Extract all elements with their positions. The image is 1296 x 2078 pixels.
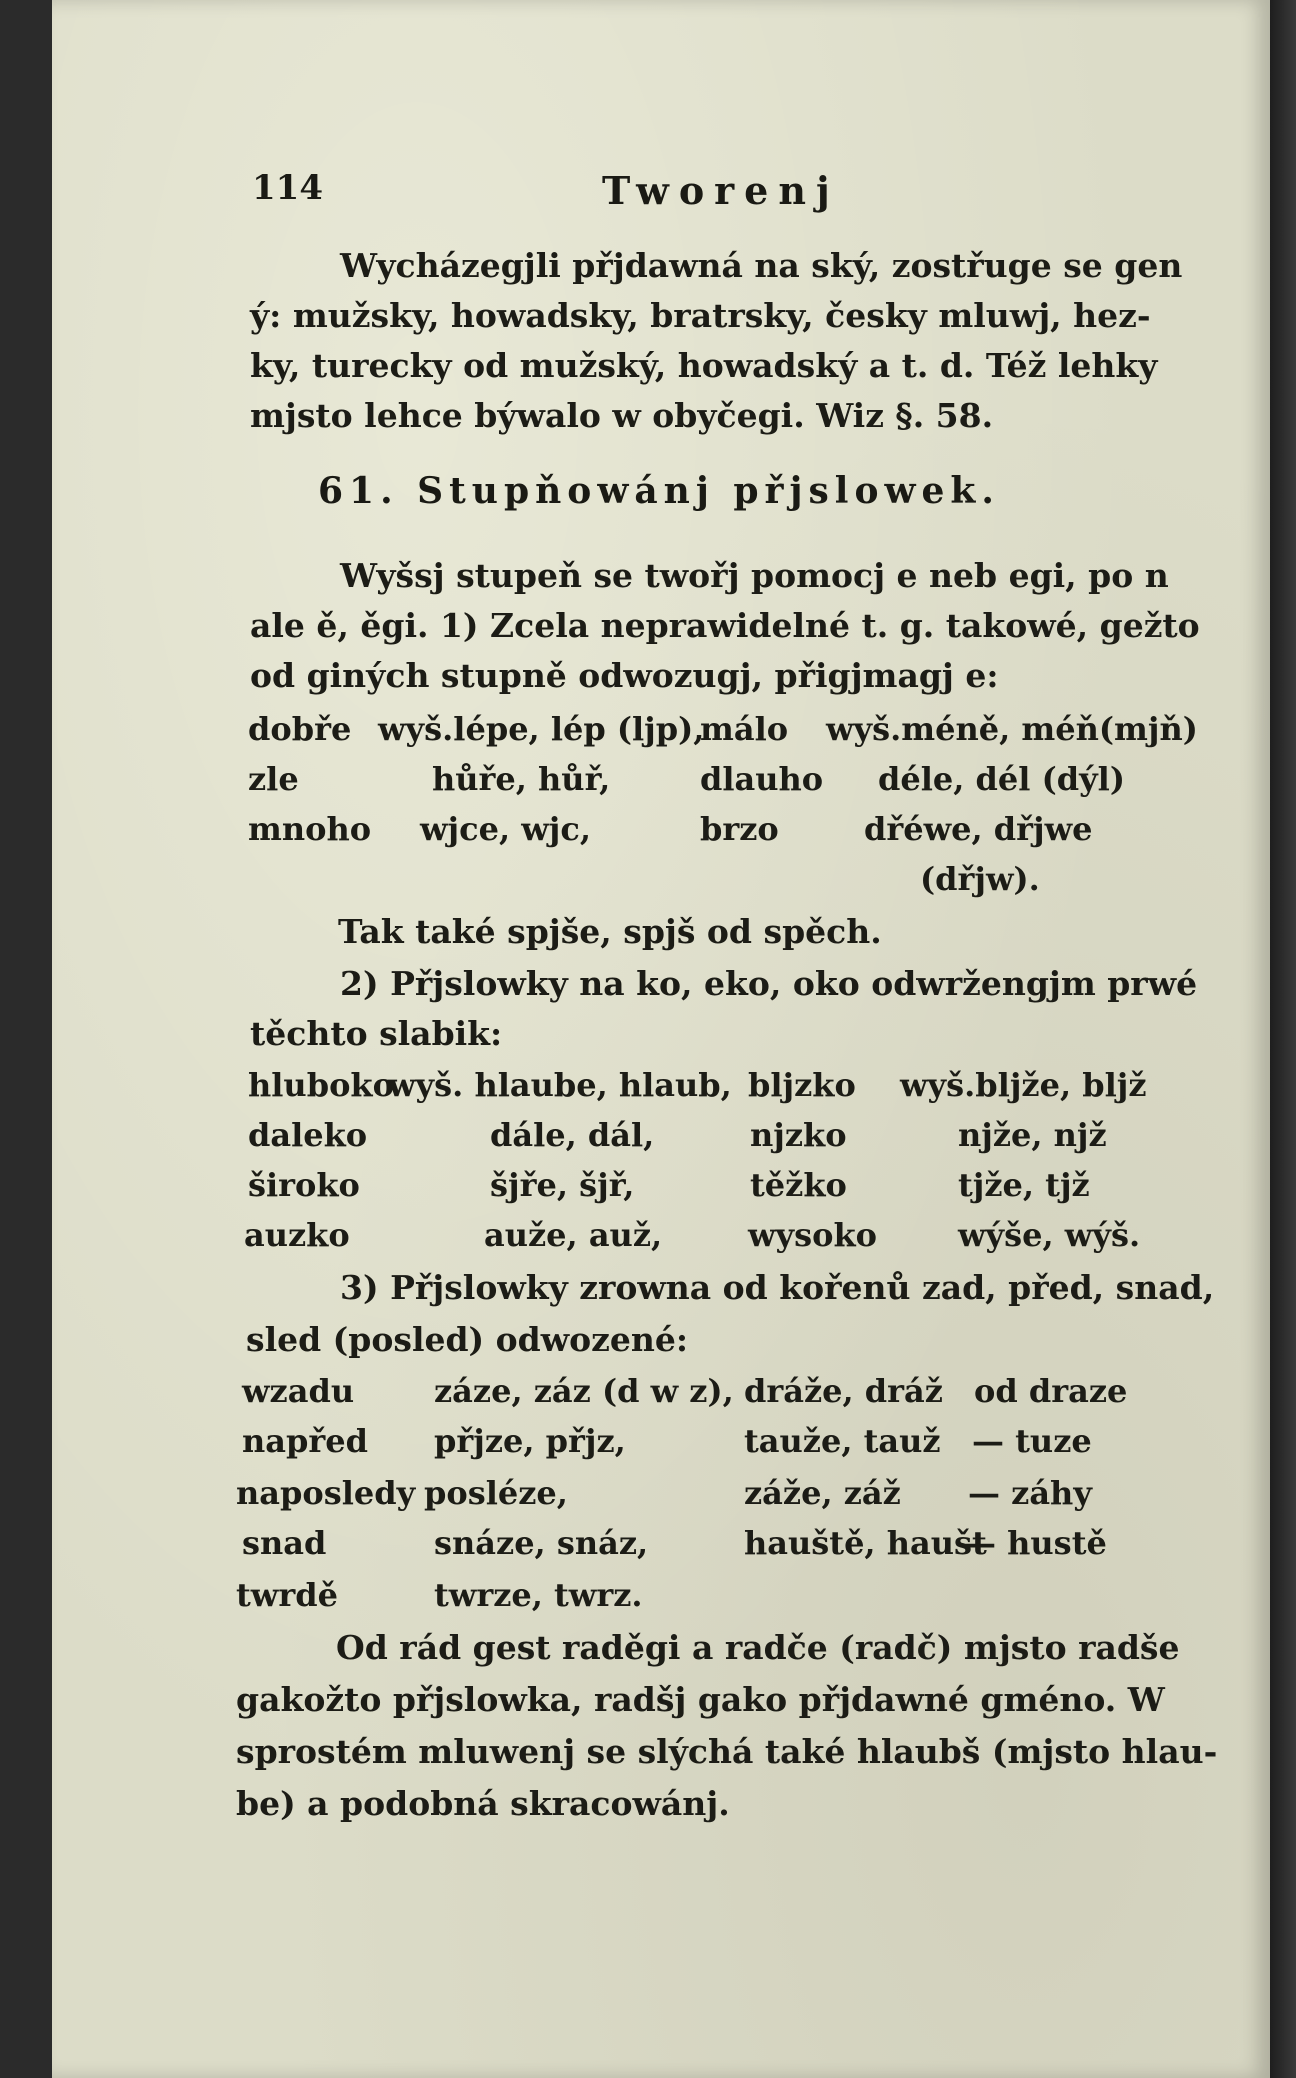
text-line: těchto slabik: — [250, 1014, 503, 1053]
table-cell: wyš.méně, méň(mjň) — [826, 710, 1198, 748]
text-line: Wyšsj stupeň se twořj pomocj e neb egi, po n — [340, 556, 1169, 595]
table-cell: daleko — [248, 1116, 368, 1154]
table-cell: málo — [700, 710, 789, 748]
text-line: sled (posled) odwozené: — [246, 1320, 689, 1359]
text-line: Wycházegjli přjdawná na ský, zostřuge se gen — [340, 246, 1183, 285]
table-cell: šjře, šjř, — [490, 1166, 635, 1204]
running-head: Tworenj — [602, 168, 840, 213]
table-cell: dále, dál, — [490, 1116, 655, 1154]
table-cell: wýše, wýš. — [958, 1216, 1141, 1254]
table-cell: hůře, hůř, — [432, 760, 611, 798]
table-cell: dlauho — [700, 760, 824, 798]
table-cell: twrdě — [236, 1576, 338, 1614]
table-cell: zle — [248, 760, 299, 798]
section-heading: 61. Stupňowánj přjslowek. — [318, 470, 1000, 512]
table-cell: hauště, haušt — [744, 1524, 987, 1562]
table-cell: dobře — [248, 710, 352, 748]
table-cell: hluboko — [248, 1066, 394, 1104]
table-cell: brzo — [700, 810, 779, 848]
table-cell: (dřjw). — [920, 860, 1040, 898]
table-cell: auže, auž, — [484, 1216, 663, 1254]
table-cell: twrze, twrz. — [434, 1576, 643, 1614]
table-cell: wyš.lépe, lép (ljp), — [378, 710, 705, 748]
text-line: 3) Přjslowky zrowna od kořenů zad, před, snad, — [340, 1268, 1215, 1307]
text-line: sprostém mluwenj se slýchá také hlaubš (mjsto hlau- — [236, 1732, 1218, 1771]
text-line: mjsto lehce býwalo w obyčegi. Wiz §. 58. — [250, 396, 994, 435]
table-cell: auzko — [244, 1216, 350, 1254]
table-cell: přjze, přjz, — [434, 1422, 626, 1460]
text-line: ý: mužsky, howadsky, bratrsky, česky mluwj, hez- — [250, 296, 1151, 335]
table-cell: dráže, dráž — [744, 1372, 943, 1410]
table-cell: dřéwe, dřjwe — [864, 810, 1093, 848]
table-cell: wysoko — [748, 1216, 878, 1254]
text-line: 2) Přjslowky na ko, eko, oko odwržengjm prwé — [340, 964, 1198, 1003]
table-cell: tjže, tjž — [958, 1166, 1090, 1204]
table-cell: wyš.bljže, bljž — [900, 1066, 1147, 1104]
table-cell: snad — [242, 1524, 327, 1562]
text-line: gakožto přjslowka, radšj gako přjdawné gméno. W — [236, 1680, 1165, 1719]
table-cell: tauže, tauž — [744, 1422, 941, 1460]
table-cell: mnoho — [248, 810, 372, 848]
table-cell: wjce, wjc, — [420, 810, 591, 848]
table-cell: déle, dél (dýl) — [878, 760, 1125, 798]
text-line: be) a podobná skracowánj. — [236, 1784, 730, 1823]
table-cell: wyš. hlaube, hlaub, — [388, 1066, 732, 1104]
table-cell: — hustě — [964, 1524, 1107, 1562]
text-line: Tak také spjše, spjš od spěch. — [338, 912, 882, 951]
table-cell: záže, záž — [744, 1474, 901, 1512]
table-cell: napřed — [242, 1422, 368, 1460]
table-cell: od draze — [974, 1372, 1128, 1410]
page-number: 114 — [252, 168, 323, 208]
table-cell: posléze, — [424, 1474, 568, 1512]
table-cell: snáze, snáz, — [434, 1524, 649, 1562]
text-line: Od rád gest raděgi a radče (radč) mjsto radše — [336, 1628, 1180, 1667]
table-cell: těžko — [750, 1166, 847, 1204]
table-cell: naposledy — [236, 1474, 416, 1512]
text-line: od giných stupně odwozugj, přigjmagj e: — [250, 656, 999, 695]
table-cell: wzadu — [242, 1372, 355, 1410]
table-cell: — tuze — [972, 1422, 1092, 1460]
table-cell: bljzko — [748, 1066, 856, 1104]
table-cell: široko — [248, 1166, 360, 1204]
table-cell: njže, njž — [958, 1116, 1107, 1154]
page-header — [252, 168, 1152, 228]
page-edge-shadow — [1270, 0, 1296, 2078]
table-cell: njzko — [750, 1116, 847, 1154]
text-line: ale ě, ěgi. 1) Zcela neprawidelné t. g. takowé, gežto — [250, 606, 1200, 645]
table-cell: — záhy — [968, 1474, 1092, 1512]
text-line: ky, turecky od mužský, howadský a t. d. Též lehky — [250, 346, 1158, 385]
table-cell: záze, záz (d w z), — [434, 1372, 734, 1410]
